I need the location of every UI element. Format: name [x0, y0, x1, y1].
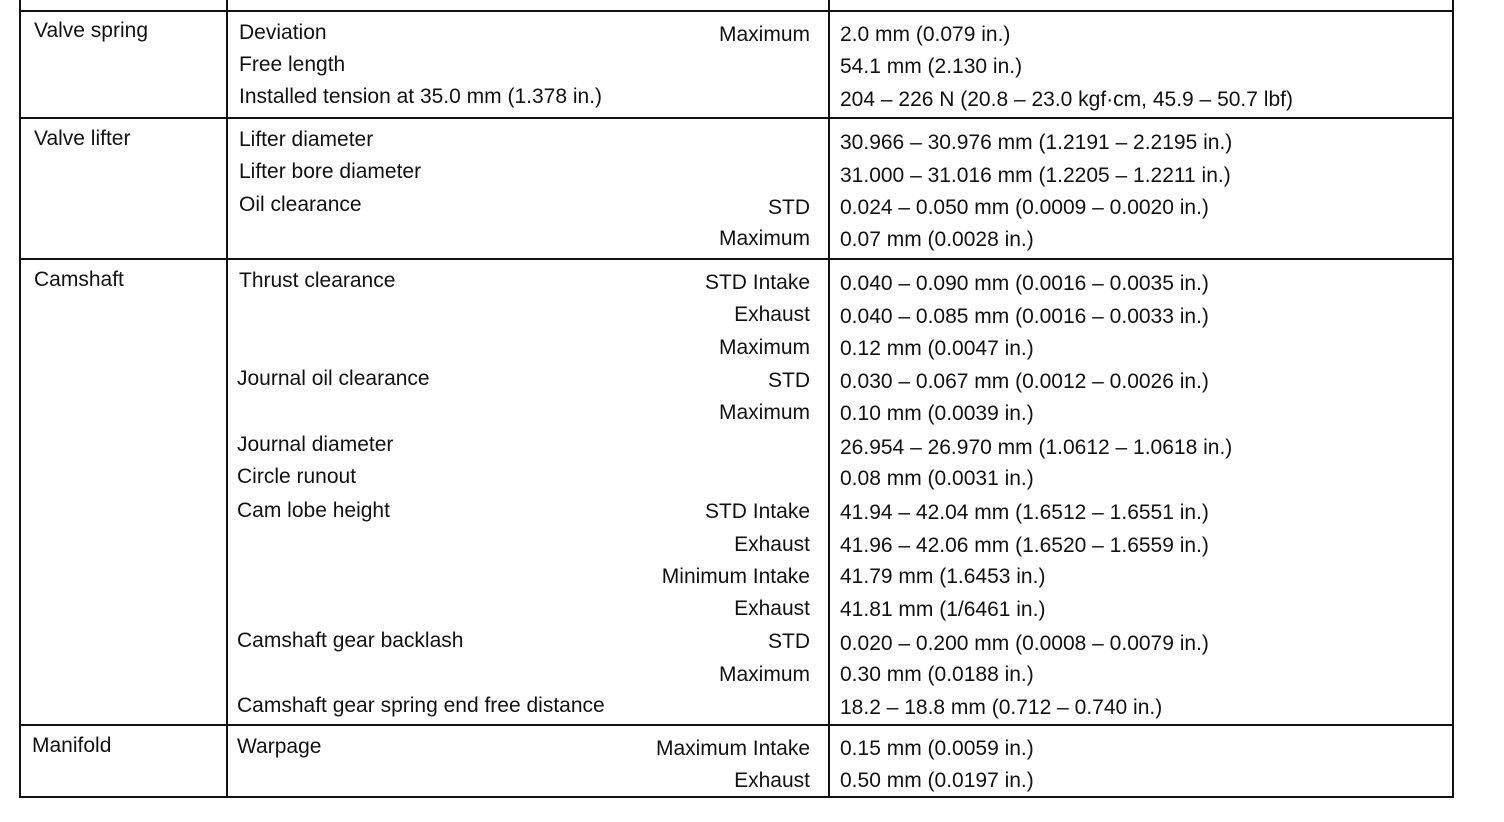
value-text: 0.040 – 0.085 mm (0.0016 – 0.0033 in.): [840, 305, 1209, 328]
category-label: Valve lifter: [34, 127, 131, 150]
item-label: Deviation: [239, 21, 327, 44]
value-text: 18.2 – 18.8 mm (0.712 – 0.740 in.): [840, 696, 1163, 719]
condition-label: STD Intake: [704, 271, 810, 294]
item-label: Camshaft gear backlash: [237, 629, 464, 652]
condition-label: Exhaust: [734, 597, 810, 620]
condition-label: STD: [768, 369, 810, 392]
condition-label: Maximum Intake: [655, 737, 810, 760]
item-label: Oil clearance: [239, 193, 362, 216]
item-label: Circle runout: [237, 465, 357, 488]
value-text: 30.966 – 30.976 mm (1.2191 – 2.2195 in.): [840, 131, 1233, 154]
value-text: 0.50 mm (0.0197 in.): [840, 769, 1034, 792]
condition-label: Exhaust: [734, 303, 810, 326]
condition-label: Exhaust: [734, 533, 810, 556]
value-text: 41.94 – 42.04 mm (1.6512 – 1.6551 in.): [840, 501, 1209, 524]
value-text: 2.0 mm (0.079 in.): [840, 23, 1011, 46]
condition-label: Maximum: [718, 663, 810, 686]
value-text: 0.12 mm (0.0047 in.): [840, 337, 1034, 360]
item-label: Lifter bore diameter: [239, 160, 422, 183]
value-text: 41.81 mm (1/6461 in.): [840, 598, 1046, 621]
condition-label: STD Intake: [704, 500, 810, 523]
item-label: Free length: [239, 53, 346, 76]
item-label: Thrust clearance: [239, 269, 396, 292]
category-label: Manifold: [32, 734, 112, 757]
condition-label: Maximum: [718, 227, 810, 250]
row-divider: [21, 258, 1452, 260]
item-label: Cam lobe height: [237, 499, 390, 522]
column-divider: [828, 0, 830, 796]
value-text: 54.1 mm (2.130 in.): [840, 55, 1023, 78]
item-label: Installed tension at 35.0 mm (1.378 in.): [239, 85, 603, 108]
value-text: 41.79 mm (1.6453 in.): [840, 565, 1046, 588]
value-text: 0.040 – 0.090 mm (0.0016 – 0.0035 in.): [840, 272, 1209, 295]
item-label: Warpage: [237, 735, 322, 758]
value-text: 0.15 mm (0.0059 in.): [840, 737, 1034, 760]
value-text: 204 – 226 N (20.8 – 23.0 kgf·cm, 45.9 – 50.7 lbf): [840, 88, 1293, 111]
value-text: 0.020 – 0.200 mm (0.0008 – 0.0079 in.): [840, 632, 1209, 655]
item-label: Camshaft gear spring end free distance: [237, 694, 605, 717]
spec-table: [19, 0, 1454, 798]
value-text: 0.08 mm (0.0031 in.): [840, 467, 1034, 490]
value-text: 26.954 – 26.970 mm (1.0612 – 1.0618 in.): [840, 436, 1233, 459]
value-text: 0.024 – 0.050 mm (0.0009 – 0.0020 in.): [840, 196, 1209, 219]
condition-label: Minimum Intake: [661, 565, 810, 588]
row-divider: [21, 724, 1452, 726]
value-text: 0.10 mm (0.0039 in.): [840, 402, 1034, 425]
category-label: Valve spring: [34, 19, 149, 42]
item-label: Lifter diameter: [239, 128, 374, 151]
item-label: Journal diameter: [237, 433, 394, 456]
value-text: 0.30 mm (0.0188 in.): [840, 663, 1034, 686]
value-text: 31.000 – 31.016 mm (1.2205 – 1.2211 in.): [840, 164, 1231, 187]
value-text: 0.07 mm (0.0028 in.): [840, 228, 1034, 251]
row-divider: [21, 10, 1452, 12]
row-divider: [21, 117, 1452, 119]
condition-label: STD: [768, 630, 810, 653]
condition-label: Maximum: [718, 401, 810, 424]
condition-label: STD: [768, 196, 810, 219]
column-divider: [226, 0, 228, 796]
condition-label: Exhaust: [734, 769, 810, 792]
value-text: 41.96 – 42.06 mm (1.6520 – 1.6559 in.): [840, 534, 1209, 557]
condition-label: Maximum: [718, 336, 810, 359]
value-text: 0.030 – 0.067 mm (0.0012 – 0.0026 in.): [840, 370, 1209, 393]
category-label: Camshaft: [34, 268, 124, 291]
item-label: Journal oil clearance: [237, 367, 430, 390]
condition-label: Maximum: [718, 23, 810, 46]
